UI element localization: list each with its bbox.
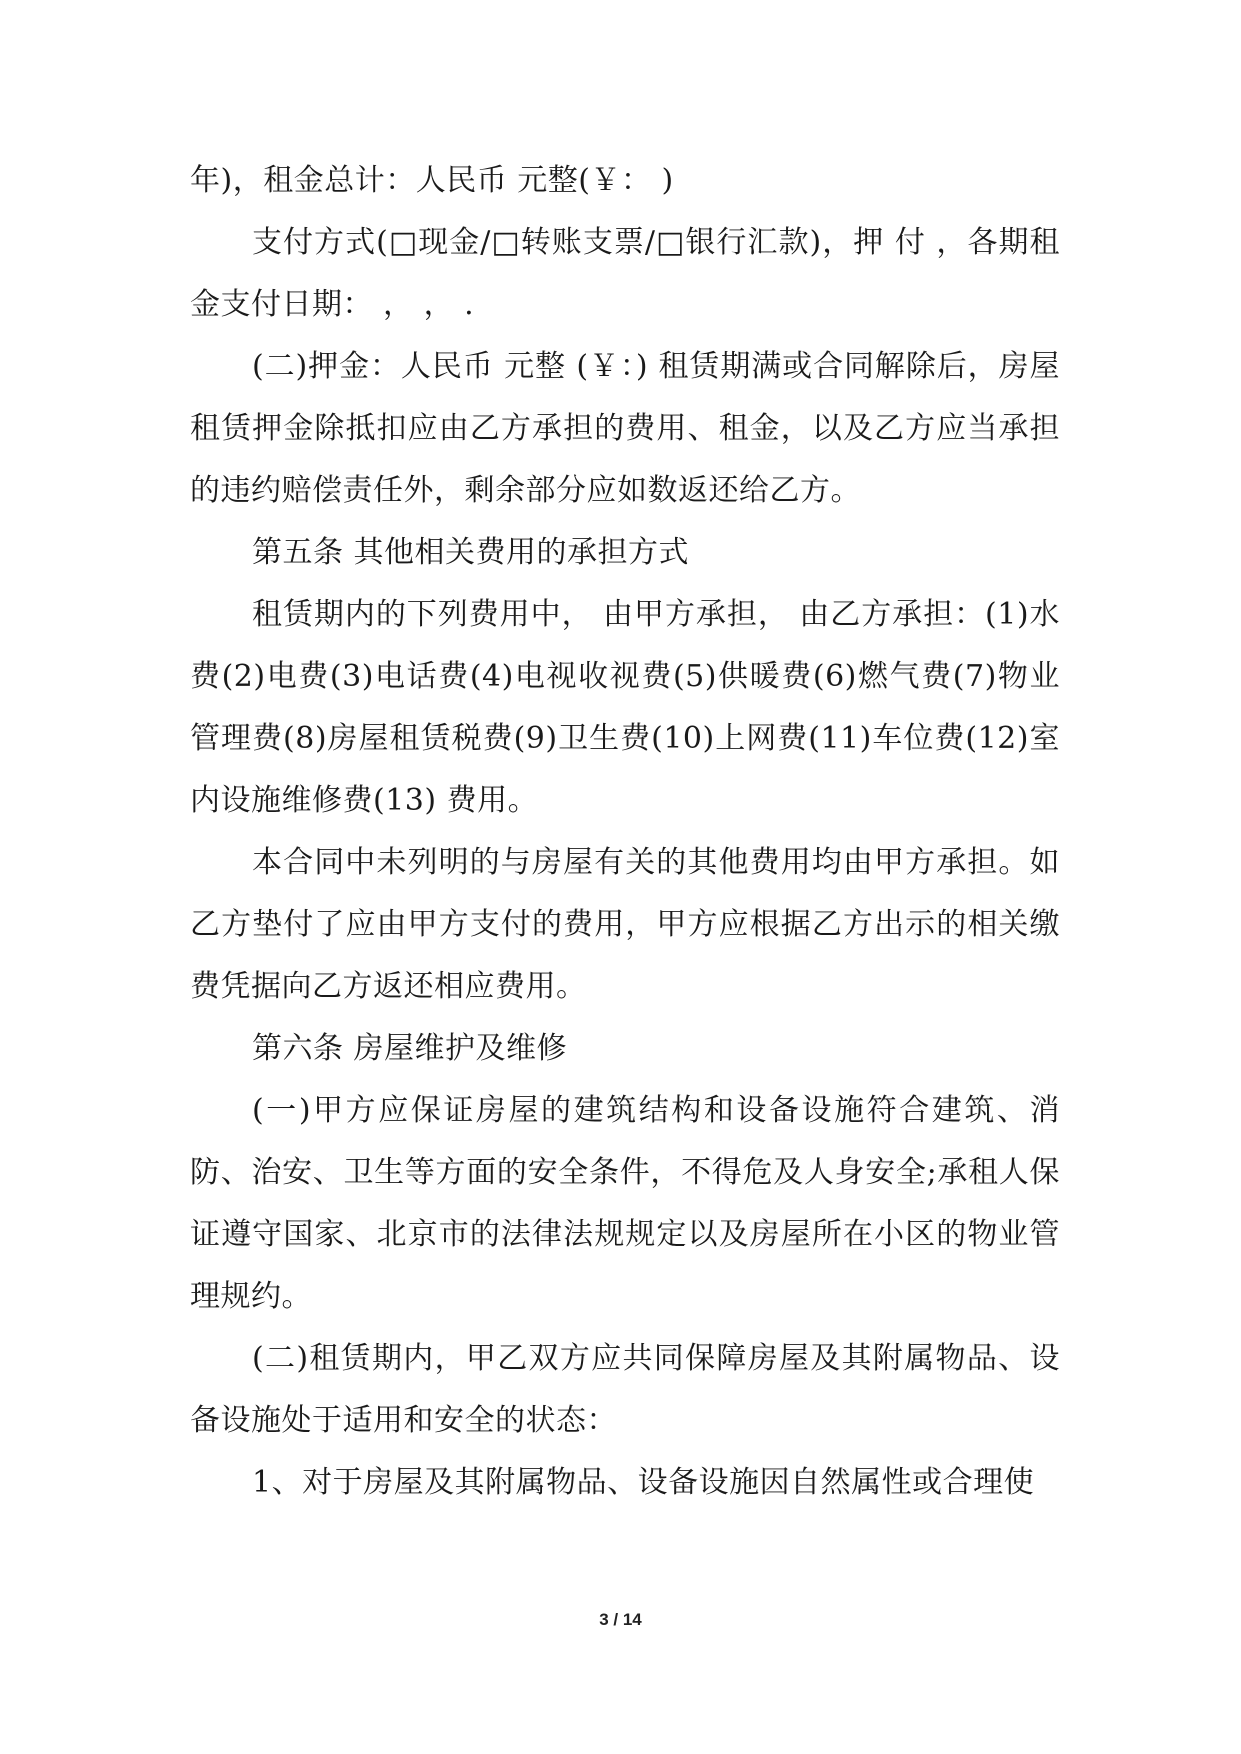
heading-article-5: 第五条 其他相关费用的承担方式 [252, 535, 690, 570]
paragraph-fee-list: 租赁期内的下列费用中， 由甲方承担， 由乙方承担：(1)水费(2)电费(3)电话费(4)电视收视费(5)供暖费(6)燃气费(7)物业管理费(8)房屋租赁税费(9)卫生费(10)上网费(11)车位费(12)室内设施维修费(13) 费用。 [190, 597, 1060, 818]
paragraph-maintenance-item-1: 1、对于房屋及其附属物品、设备设施因自然属性或合理使 [252, 1465, 1035, 1500]
paragraph-other-fees: 本合同中未列明的与房屋有关的其他费用均由甲方承担。如乙方垫付了应由甲方支付的费用，甲方应根据乙方出示的相关缴费凭据向乙方返还相应费用。 [190, 845, 1060, 1004]
page-number: 3 / 14 [599, 1610, 642, 1629]
document-body [190, 150, 1060, 1514]
paragraph-maintenance-2: (二)租赁期内，甲乙双方应共同保障房屋及其附属物品、设备设施处于适用和安全的状态： [190, 1341, 1060, 1438]
paragraph-deposit: (二)押金：人民币 元整 (￥：) 租赁期满或合同解除后，房屋租赁押金除抵扣应由乙方承担的费用、租金，以及乙方应当承担的违约赔偿责任外，剩余部分应如数返还给乙方。 [190, 349, 1060, 508]
paragraph-maintenance-1: (一)甲方应保证房屋的建筑结构和设备设施符合建筑、消防、治安、卫生等方面的安全条件，不得危及人身安全;承租人保证遵守国家、北京市的法律法规规定以及房屋所在小区的物业管理规约。 [190, 1093, 1060, 1314]
heading-article-6: 第六条 房屋维护及维修 [252, 1031, 568, 1066]
paragraph-rent-total: 年)，租金总计：人民币 元整(￥： ) [190, 163, 674, 198]
paragraph-payment-method: 支付方式(□现金/□转账支票/□银行汇款)，押 付 ，各期租金支付日期： ， ， . [190, 225, 1060, 322]
